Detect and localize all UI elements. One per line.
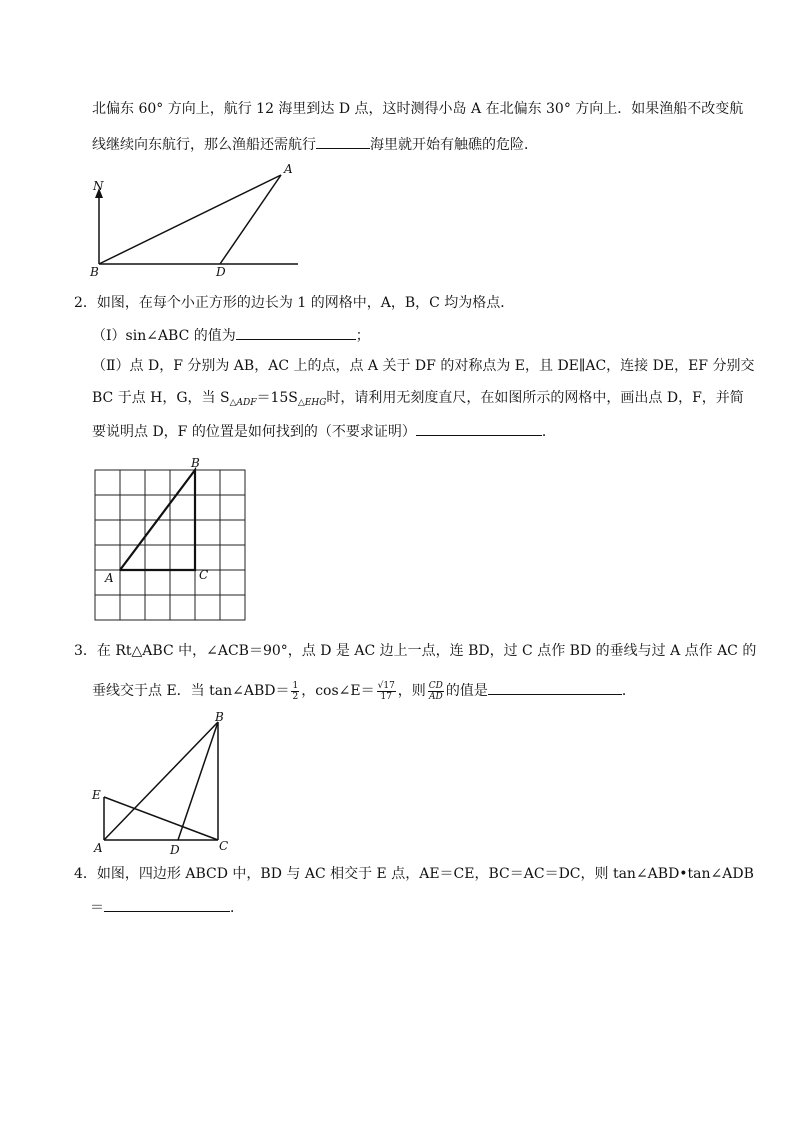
q3-label-b: B <box>215 710 224 724</box>
q3-line1: 3．在 Rt△ABC 中，∠ACB＝90°，点 D 是 AC 边上一点，连 BD，过 C 点作 BD 的垂线与过 A 点作 AC 的 <box>74 643 757 659</box>
q3-label-d: D <box>170 843 180 857</box>
q3-line-ab <box>104 722 218 840</box>
q3-answer-blank[interactable] <box>488 679 622 695</box>
q1-label-d: D <box>216 265 226 279</box>
q2-part1-answer-blank[interactable] <box>236 324 356 340</box>
q1-text-line1: 北偏东 60° 方向上，航行 12 海里到达 D 点，这时测得小岛 A 在北偏东 30° 方向上．如果渔船不改变航 <box>92 101 744 117</box>
q1-figure <box>88 160 308 280</box>
q2-part2-answer-blank[interactable] <box>416 420 542 436</box>
q3-fraction-cos: $\frac{√17}{17}$ <box>377 680 395 702</box>
q2-part2-line3: 要说明点 D，F 的位置是如何找到的（不要求证明） ． <box>92 420 556 442</box>
q2-grid-figure <box>88 455 258 627</box>
q1-answer-blank[interactable] <box>316 133 370 149</box>
q3-fraction-cd-ad: $\frac{CD}{AD}$ <box>428 680 443 702</box>
q3-label-c: C <box>219 839 229 853</box>
q3-line-ec <box>104 797 218 840</box>
q2-part2-line2: BC 于点 H，G，当 $S_{\triangle ADF}=15S_{\triangle EHG}$时，请利用无刻度直尺，在如图所示的网格中，画出点 D，F，并简 <box>92 390 744 408</box>
q1-label-b: B <box>90 265 99 279</box>
q2-grid <box>95 470 245 620</box>
q3-label-a: A <box>94 841 103 855</box>
q3-figure <box>88 705 238 855</box>
q3-line2: 垂线交于点 E．当 tan∠ABD＝ $\frac{1}{2}$ ，cos∠E＝ $\frac{√17}{17}$ ，则 $\frac{CD}{AD}$ 的值是 ． <box>92 680 636 702</box>
q2-stem: 2．如图，在每个小正方形的边长为 1 的网格中，A，B，C 均为格点． <box>74 295 515 311</box>
q4-line2: ＝ ． <box>90 896 244 918</box>
q1-label-n: N <box>93 179 104 193</box>
q4-answer-blank[interactable] <box>104 896 230 912</box>
q1-line-da <box>220 175 281 264</box>
q1-label-a: A <box>284 162 293 176</box>
q4-line1: 4．如图，四边形 ABCD 中，BD 与 AC 相交于 E 点，AE＝CE，BC＝AC＝DC，则 tan∠ABD•tan∠ADB <box>74 866 754 882</box>
q3-label-e: E <box>92 788 101 802</box>
q3-line-db <box>178 722 218 840</box>
q2-part1: （Ⅰ）sin∠ABC 的值为 ； <box>92 324 370 346</box>
q2-label-b: B <box>191 456 200 470</box>
q2-label-a: A <box>105 571 114 585</box>
q1-line-ba <box>99 175 281 264</box>
q1-text-line2: 线继续向东航行，那么渔船还需航行 海里就开始有触礁的危险． <box>92 133 538 155</box>
q2-part2-line1: （Ⅱ）点 D，F 分别为 AB，AC 上的点，点 A 关于 DF 的对称点为 E，且 DE∥AC，连接 DE，EF 分别交 <box>92 358 755 374</box>
q2-label-c: C <box>199 568 209 582</box>
q3-fraction-tan: $\frac{1}{2}$ <box>292 680 299 702</box>
